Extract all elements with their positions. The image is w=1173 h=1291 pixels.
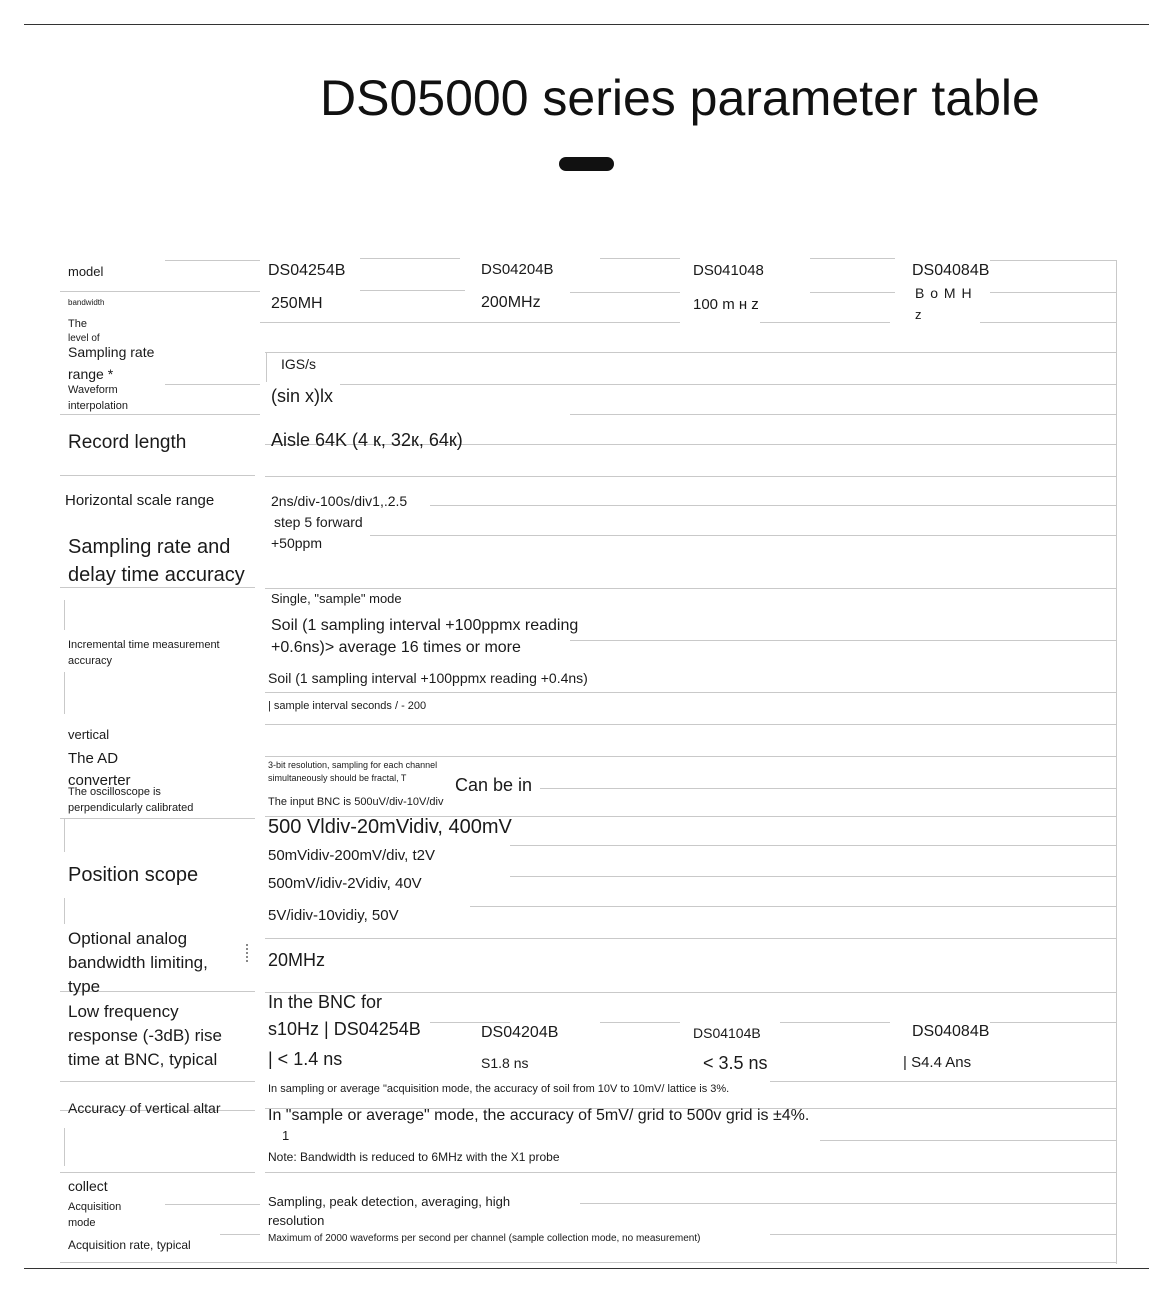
model-value-2: DS04204B xyxy=(481,261,554,278)
sampling-range-tick xyxy=(266,352,267,382)
delay-accuracy-value: +50ppm xyxy=(271,535,322,551)
page-title: DS05000 series parameter table xyxy=(320,70,1040,126)
calibration-value: The input BNC is 500uV/div-10V/div xyxy=(268,796,444,808)
bandwidth-label: bandwidth xyxy=(68,298,105,307)
interpolation-label-2: interpolation xyxy=(68,400,128,412)
vertical-accuracy-line-2: In "sample or average" mode, the accuracy of 5mV/ grid to 500v grid is ±4%. xyxy=(268,1107,810,1124)
sampling-range-label-3: Sampling rate xyxy=(68,344,155,360)
bandwidth-value-1: 250MH xyxy=(271,295,323,312)
vertical-accuracy-note: Note: Bandwidth is reduced to 6MHz with the X1 probe xyxy=(268,1150,560,1164)
horizontal-scale-value-2: step 5 forward xyxy=(274,514,363,530)
horizontal-scale-value-1: 2ns/div-100s/div1,.2.5 xyxy=(271,493,408,509)
position-scope-value-4: 5V/idiv-10vidiy, 50V xyxy=(268,907,399,924)
sampling-range-value: IGS/s xyxy=(281,356,317,372)
acq-mode-label-1: Acquisition xyxy=(68,1201,122,1213)
low-freq-model-1: s10Hz | DS04254B xyxy=(268,1019,421,1039)
incremental-time-label: Incremental time measurement accuracy xyxy=(68,639,220,667)
calibration-label: The oscilloscope is perpendicularly calibrated xyxy=(68,786,194,814)
model-value-1: DS04254B xyxy=(268,262,346,279)
vertical-accuracy-line-3: 1 xyxy=(282,1128,290,1143)
incremental-time-line-3: Soil (1 sampling interval +100ppmx reading +0.4ns) xyxy=(268,670,588,686)
position-scope-label: Position scope xyxy=(68,864,199,886)
ad-converter-label-2: converter xyxy=(68,772,131,789)
sampling-range-label-4: range * xyxy=(68,366,114,382)
top-border xyxy=(24,24,1149,25)
low-freq-model-2: DS04204B xyxy=(481,1024,559,1041)
incremental-time-line-1: Soil (1 sampling interval +100ppmx reading xyxy=(271,617,579,634)
low-freq-bnc: In the BNC for xyxy=(268,992,383,1012)
low-freq-time-2: S1.8 ns xyxy=(481,1055,529,1071)
collect-label: collect xyxy=(68,1178,108,1194)
scan-dots-mark xyxy=(246,944,251,962)
record-length-label: Record length xyxy=(68,432,187,453)
position-scope-value-2: 50mVidiv-200mV/div, t2V xyxy=(268,847,436,864)
low-freq-label-2: response (-3dB) rise xyxy=(68,1026,223,1045)
interpolation-label-1: Waveform xyxy=(68,384,118,396)
acq-rate-label: Acquisition rate, typical xyxy=(68,1238,191,1252)
incremental-time-line-4: | sample interval seconds / - 200 xyxy=(268,700,427,712)
low-freq-time-4: | S4.4 Ans xyxy=(903,1054,972,1071)
delay-accuracy-label-2: delay time accuracy xyxy=(68,564,245,586)
model-value-3: DS041048 xyxy=(693,262,764,279)
incremental-time-mode: Single, "sample" mode xyxy=(271,591,402,606)
bandwidth-value-2: 200MHz xyxy=(481,294,541,311)
acq-rate-value: Maximum of 2000 waveforms per second per channel (sample collection mode, no measurement) xyxy=(268,1233,701,1244)
bandwidth-limit-label-1: Optional analog xyxy=(68,929,188,948)
sampling-range-label-2: level of xyxy=(68,333,100,344)
vertical-accuracy-line-1: In sampling or average "acquisition mode, the accuracy of soil from 10V to 10mV/ lattice is 3%. xyxy=(268,1083,730,1095)
incremental-time-line-2: +0.6ns)> average 16 times or more xyxy=(271,639,521,656)
low-freq-label-3: time at BNC, typical xyxy=(68,1050,218,1069)
low-freq-model-4: DS04084B xyxy=(912,1023,990,1040)
position-scope-value-3: 500mV/idiv-2Vidiv, 40V xyxy=(268,875,422,892)
acq-mode-value-2: resolution xyxy=(268,1213,325,1228)
sampling-range-label-1: The xyxy=(68,318,87,330)
low-freq-label-1: Low frequency xyxy=(68,1002,179,1021)
bandwidth-limit-value: 20MHz xyxy=(268,950,326,970)
title-underline-mark xyxy=(559,157,614,171)
low-freq-time-3: < 3.5 ns xyxy=(703,1053,768,1073)
model-value-4: DS04084B xyxy=(912,262,990,279)
horizontal-scale-label: Horizontal scale range xyxy=(65,492,215,509)
acq-mode-value-1: Sampling, peak detection, averaging, high xyxy=(268,1194,511,1209)
bandwidth-limit-label-2: bandwidth limiting, xyxy=(68,953,208,972)
acq-mode-label-2: mode xyxy=(68,1217,96,1229)
low-freq-time-1: | < 1.4 ns xyxy=(268,1049,343,1069)
bottom-border xyxy=(24,1268,1149,1269)
bandwidth-limit-label-3: type xyxy=(68,977,101,996)
record-length-value: Aisle 64K (4 к, 32к, 64к) xyxy=(271,430,463,450)
vertical-accuracy-label: Accuracy of vertical altar xyxy=(68,1100,221,1116)
can-be-in-text: Can be in xyxy=(455,775,533,795)
position-scope-value-1: 500 Vldiv-20mVidiv, 400mV xyxy=(268,816,512,838)
model-label: model xyxy=(68,264,104,279)
ad-converter-label-1: The AD xyxy=(68,750,119,767)
vertical-label: vertical xyxy=(68,727,110,742)
interpolation-value: (sin x)lx xyxy=(271,386,333,406)
bandwidth-value-4b: z xyxy=(915,307,922,322)
low-freq-model-3: DS04104B xyxy=(693,1025,761,1041)
ad-converter-value: 3-bit resolution, sampling for each channel simultaneously should be fractal, T xyxy=(268,760,438,783)
bandwidth-value-3: 100 m н z xyxy=(693,296,759,313)
delay-accuracy-label-1: Sampling rate and xyxy=(68,536,231,558)
bandwidth-value-4a: B o M H xyxy=(915,285,973,301)
